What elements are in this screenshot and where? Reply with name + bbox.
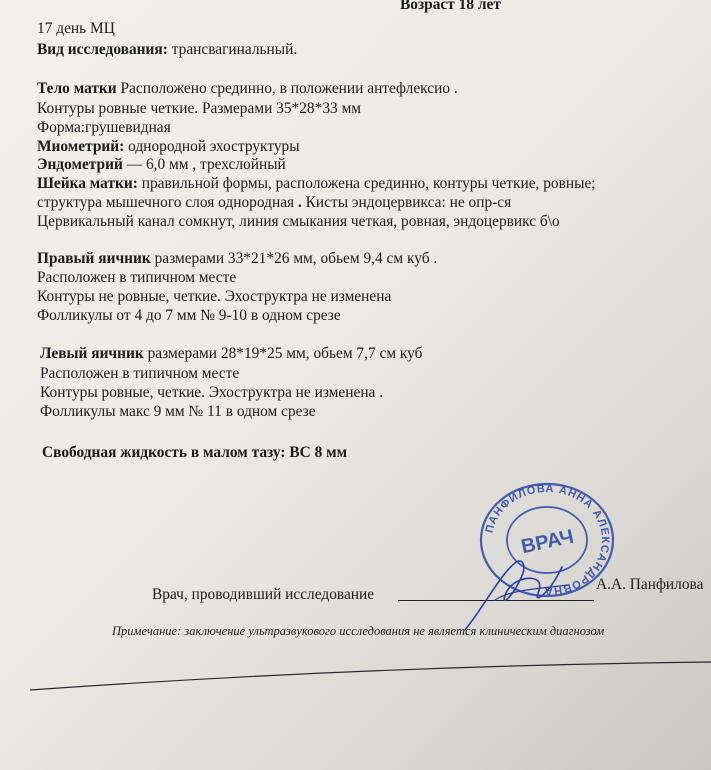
report-note: Примечание: заключение ультразвукового исследования не является клиническим диагнозом <box>112 624 605 638</box>
cervix-line-2 <box>37 194 511 212</box>
endometrium-value: — 6,0 мм , трехслойный <box>122 156 286 173</box>
left-ovary-size: размерами 28*19*25 мм, обьем 7,7 см куб <box>143 345 423 362</box>
right-ovary-contours: Контуры не ровные, четкие. Эхоструктра не изменена <box>37 288 392 305</box>
left-ovary-size-line <box>40 345 423 363</box>
right-ovary-follicles: Фолликулы от 4 до 7 мм № 9-10 в одном срезе <box>37 307 341 324</box>
study-type-label: Вид исследования: <box>37 41 168 58</box>
age-label: Возраст 18 лет <box>400 0 501 13</box>
left-ovary-contours: Контуры ровные, четкие. Эхоструктра не изменена . <box>40 384 384 401</box>
left-ovary-title: Левый яичник <box>40 345 144 362</box>
myometrium-line <box>37 138 300 156</box>
study-type-value: трансвагинальный. <box>167 41 298 58</box>
right-ovary-size-line <box>37 250 437 268</box>
right-ovary-title: Правый яичник <box>37 250 151 267</box>
free-fluid: Свободная жидкость в малом тазу: ВС 8 мм <box>42 444 348 461</box>
uterus-title: Тело матки <box>37 80 117 97</box>
study-type-line <box>37 41 297 59</box>
cervix-line1: правильной формы, расположена срединно, контуры четкие, ровные; <box>137 175 596 192</box>
cervix-line2a: структура мышечного слоя однородная <box>37 194 295 211</box>
uterus-position-line <box>37 80 458 98</box>
uterus-contours: Контуры ровные четкие. Размерами 35*28*33 мм <box>37 100 362 117</box>
left-ovary-follicles: Фолликулы макс 9 мм № 11 в одном срезе <box>40 403 316 420</box>
uterus-shape: Форма:грушевидная <box>37 119 171 136</box>
cervix-label: Шейка матки: <box>37 175 138 192</box>
uterus-position: Расположено срединно, в положении антефлексио . <box>116 80 458 97</box>
cervix-line-3: Цервикальный канал сомкнут, линия смыкания четкая, ровная, эндоцервикс б\о <box>37 213 560 230</box>
doctor-name: А.А. Панфилова <box>596 576 704 593</box>
myometrium-value: однородной эхоструктуры <box>124 138 300 155</box>
cervix-line2b: . <box>294 194 306 211</box>
stamp-outer-text: ПАНФИЛОВА АННА АЛЕКСАНДРОВНА <box>483 482 612 598</box>
signature-label: Врач, проводивший исследование <box>152 586 375 603</box>
stamp-center-text: ВРАЧ <box>519 525 576 559</box>
right-ovary-location: Расположен в типичном месте <box>37 269 237 286</box>
myometrium-label: Миометрий: <box>37 138 125 155</box>
endometrium-label: Эндометрий <box>37 156 123 173</box>
endometrium-line <box>37 156 286 174</box>
right-ovary-size: размерами 33*21*26 мм, обьем 9,4 см куб . <box>150 250 438 267</box>
cervix-line-1 <box>37 175 697 193</box>
bottom-divider <box>30 660 711 692</box>
handwritten-signature-icon <box>440 545 580 635</box>
left-ovary-location: Расположен в типичном месте <box>40 365 240 382</box>
cervix-line2c: Кисты эндоцервикса: не опр-ся <box>305 194 512 211</box>
cycle-day: 17 день МЦ <box>37 20 115 37</box>
